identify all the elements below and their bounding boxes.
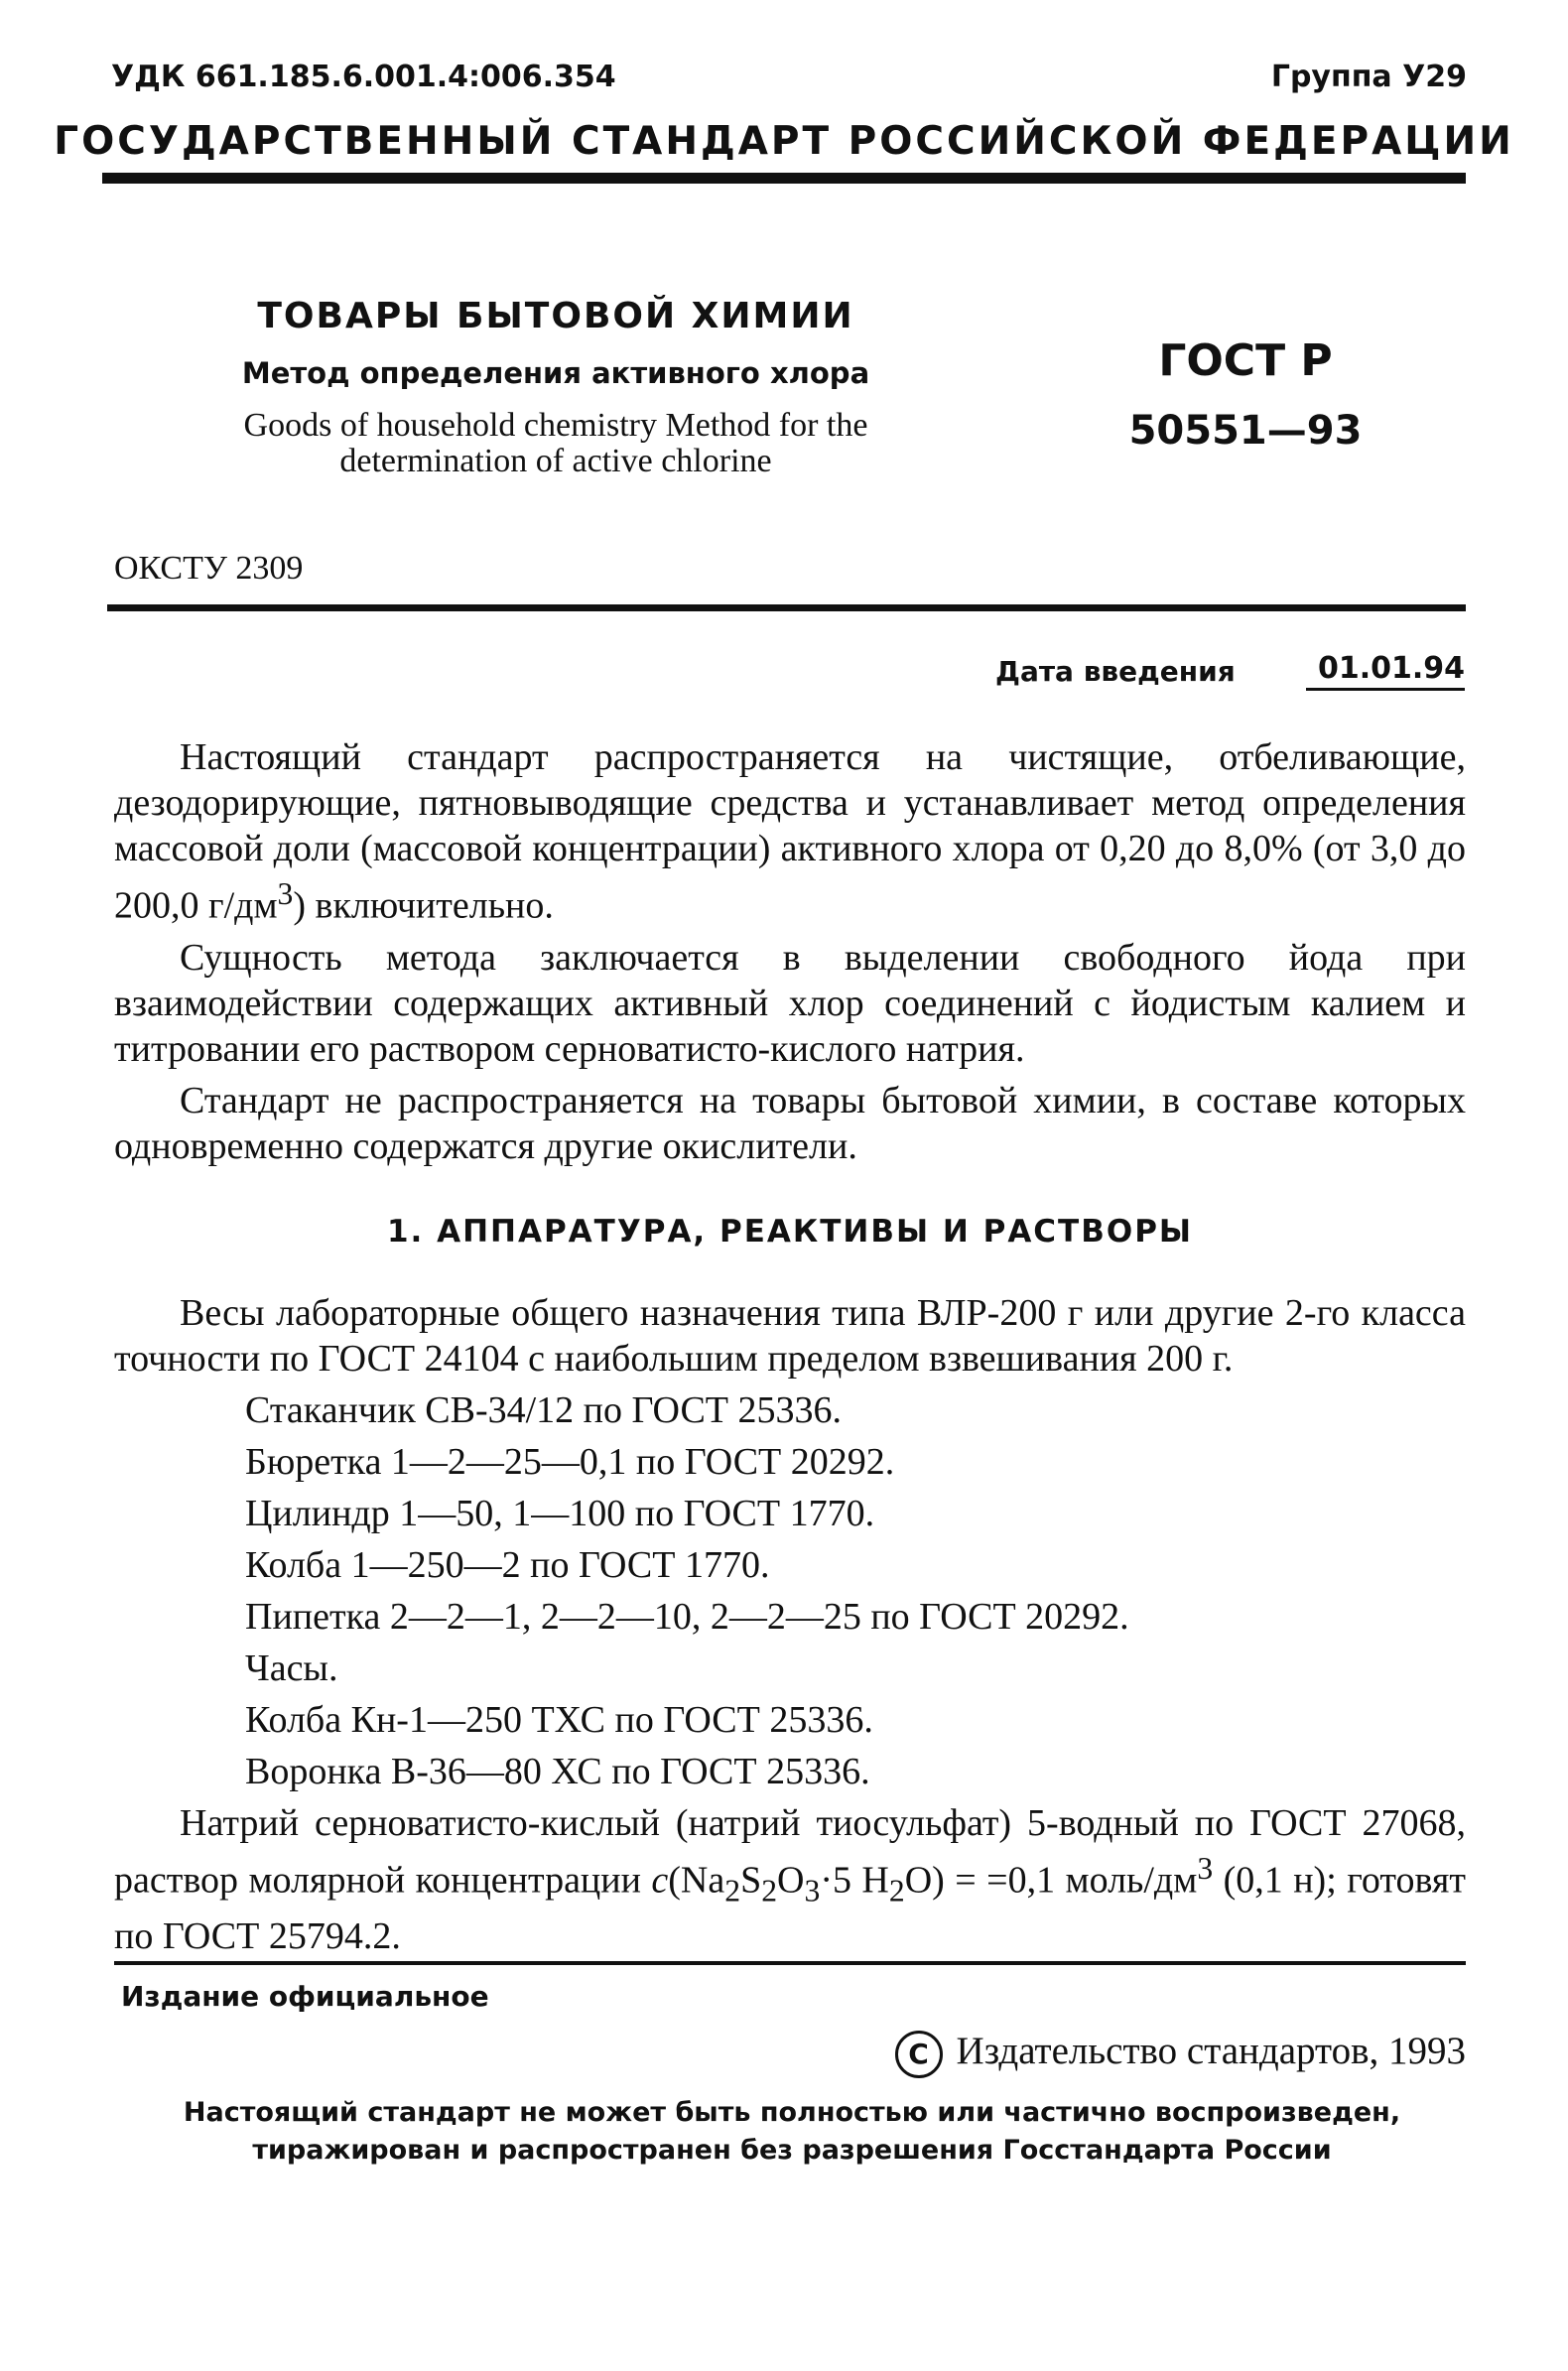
list-item: Бюретка 1—2—25—0,1 по ГОСТ 20292. [245,1440,895,1483]
document-title: ТОВАРЫ БЫТОВОЙ ХИМИИ [257,296,854,336]
body-text [114,734,1466,1965]
list-item: Колба 1—250—2 по ГОСТ 1770. [245,1543,770,1586]
title-block [149,296,963,479]
gost-label: ГОСТ Р [1158,335,1333,386]
middle-rule [107,604,1466,611]
list-item: Цилиндр 1—50, 1—100 по ГОСТ 1770. [245,1492,875,1534]
gost-block [1107,335,1384,454]
udk-code: УДК 661.185.6.001.4:006.354 [111,60,616,94]
date-value: 01.01.94 [1306,651,1465,691]
english-title [149,408,963,479]
list-item: Натрий серноватисто-кислый (натрий тиосульфат) 5-водный по ГОСТ 27068, раствор молярной концентрации $c(Na_2S_2O_3\cdot 5$ $H_2O) = =0,1$ моль/$дм^3$ (0,1 н); готовят по ГОСТ 25794.2. [114,1801,1466,1957]
state-standard-title: ГОСУДАРСТВЕННЫЙ СТАНДАРТ РОССИЙСКОЙ ФЕДЕРАЦИИ [54,119,1514,164]
reproduction-notice [111,2094,1473,2170]
list-item: Часы. [245,1647,338,1689]
copyright-line [895,2029,1466,2078]
gost-number: 50551—93 [1128,408,1363,454]
paragraph-exclusion: Стандарт не распространяется на товары бытовой химии, в составе которых одновременно содержатся другие окислители. [114,1079,1466,1167]
list-item: Весы лабораторные общего назначения типа ВЛР-200 г или другие 2-го класса точности по ГОСТ 24104 с наибольшим пределом взвешивания 200 г. [114,1291,1466,1380]
english-title-line2: determination of active chlorine [339,443,772,479]
date-label: Дата введения [995,655,1236,688]
copyright-icon: C [895,2031,943,2078]
edition-label: Издание официальное [121,1980,489,2013]
list-item: Колба Кн-1—250 ТХС по ГОСТ 25336. [245,1698,873,1741]
section-heading: 1. АППАРАТУРА, РЕАКТИВЫ И РАСТВОРЫ [386,1213,1194,1250]
top-rule [102,173,1466,184]
copyright-text: Издательство стандартов, 1993 [956,2030,1466,2072]
paragraph-scope: Настоящий стандарт распространяется на чистящие, отбеливающие, дезодорирующие, пятновыводящие средства и устанавливает метод определения массовой доли (массовой концентрации) активного хлора от 0,20 до 8,0% (от 3,0 до 200,0 $г/дм^3$) включительно. [114,736,1466,927]
list-item: Стаканчик СВ-34/12 по ГОСТ 25336. [245,1388,843,1431]
document-subtitle: Метод определения активного хлора [241,356,870,390]
english-title-line1: Goods of household chemistry Method for the [243,407,868,444]
okstu-code: ОКСТУ 2309 [114,550,304,587]
notice-line2: тиражирован и распространен без разрешения Госстандарта России [252,2135,1332,2166]
list-item: Воронка В-36—80 ХС по ГОСТ 25336. [245,1750,870,1792]
notice-line1: Настоящий стандарт не может быть полностью или частично воспроизведен, [183,2097,1401,2128]
bottom-rule [114,1961,1466,1965]
paragraph-method: Сущность метода заключается в выделении свободного йода при взаимодействии содержащих активный хлор соединений с йодистым калием и титровании его раствором серноватисто-кислого натрия. [114,936,1466,1070]
list-item: Пипетка 2—2—1, 2—2—10, 2—2—25 по ГОСТ 20292. [245,1595,1129,1638]
group-code: Группа У29 [1270,60,1467,94]
